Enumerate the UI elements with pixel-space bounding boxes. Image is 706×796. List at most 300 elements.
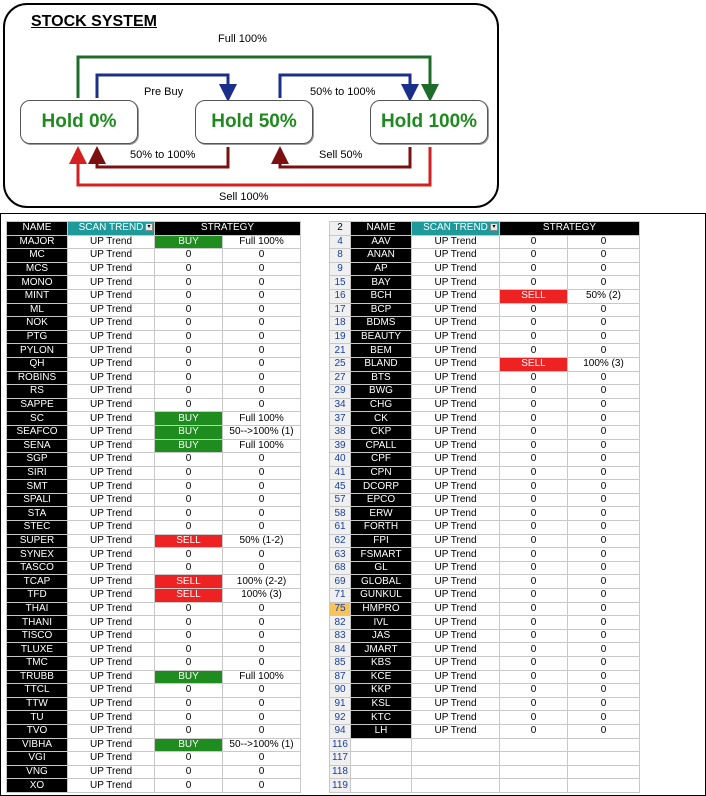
strategy-detail-cell[interactable]: 0 [568,317,640,331]
strategy-detail-cell[interactable]: Full 100% [223,412,301,426]
scan-trend-cell[interactable]: UP Trend [412,575,500,589]
stock-name-cell[interactable]: PYLON [7,344,68,358]
signal-cell[interactable]: 0 [500,235,568,249]
scan-trend-cell[interactable]: UP Trend [412,317,500,331]
scan-trend-cell[interactable]: UP Trend [68,412,155,426]
strategy-detail-cell[interactable]: 0 [223,357,301,371]
row-number[interactable]: 87 [330,670,351,684]
signal-cell[interactable]: SELL [500,357,568,371]
signal-cell[interactable]: BUY [155,412,223,426]
stock-name-cell[interactable]: JAS [351,629,412,643]
empty-cell[interactable] [568,738,640,752]
stock-name-cell[interactable]: JMART [351,643,412,657]
scan-trend-cell[interactable]: UP Trend [412,453,500,467]
strategy-detail-cell[interactable]: 50% (2) [568,289,640,303]
scan-trend-cell[interactable]: UP Trend [68,629,155,643]
strategy-detail-cell[interactable]: 0 [568,602,640,616]
signal-cell[interactable]: 0 [500,439,568,453]
strategy-detail-cell[interactable]: 0 [223,697,301,711]
stock-name-cell[interactable]: VNG [7,765,68,779]
signal-cell[interactable]: 0 [500,548,568,562]
scan-trend-cell[interactable]: UP Trend [412,276,500,290]
stock-name-cell[interactable]: BCH [351,289,412,303]
stock-name-cell[interactable]: AP [351,262,412,276]
stock-name-cell[interactable]: SIRI [7,466,68,480]
strategy-detail-cell[interactable]: 0 [568,548,640,562]
scan-trend-cell[interactable]: UP Trend [412,262,500,276]
row-number[interactable]: 19 [330,330,351,344]
strategy-detail-cell[interactable]: 0 [223,493,301,507]
scan-trend-cell[interactable]: UP Trend [412,493,500,507]
stock-name-cell[interactable]: STA [7,507,68,521]
signal-cell[interactable]: 0 [155,344,223,358]
stock-name-cell[interactable]: BAY [351,276,412,290]
stock-name-cell[interactable]: CPN [351,466,412,480]
scan-trend-cell[interactable]: UP Trend [412,670,500,684]
signal-cell[interactable]: 0 [155,289,223,303]
strategy-detail-cell[interactable]: 100% (2-2) [223,575,301,589]
empty-cell[interactable] [500,765,568,779]
stock-name-cell[interactable]: SMT [7,480,68,494]
row-number[interactable]: 117 [330,752,351,766]
empty-cell[interactable] [351,779,412,793]
row-number[interactable]: 84 [330,643,351,657]
empty-cell[interactable] [412,752,500,766]
strategy-detail-cell[interactable]: 0 [568,616,640,630]
strategy-detail-cell[interactable]: 0 [568,697,640,711]
strategy-detail-cell[interactable]: 0 [568,235,640,249]
stock-name-cell[interactable]: SUPER [7,534,68,548]
scan-trend-cell[interactable]: UP Trend [412,303,500,317]
stock-name-cell[interactable]: CPALL [351,439,412,453]
stock-name-cell[interactable]: FORTH [351,521,412,535]
row-number[interactable]: 82 [330,616,351,630]
signal-cell[interactable]: 0 [155,249,223,263]
signal-cell[interactable]: 0 [155,262,223,276]
header-name[interactable]: NAME [7,222,68,236]
scan-trend-cell[interactable]: UP Trend [68,684,155,698]
strategy-detail-cell[interactable]: 50-->100% (1) [223,738,301,752]
stock-name-cell[interactable]: EPCO [351,493,412,507]
stock-name-cell[interactable]: FPI [351,534,412,548]
scan-trend-cell[interactable]: UP Trend [412,724,500,738]
stock-name-cell[interactable]: DCORP [351,480,412,494]
stock-name-cell[interactable]: BTS [351,371,412,385]
strategy-detail-cell[interactable]: 0 [568,344,640,358]
signal-cell[interactable]: 0 [155,643,223,657]
stock-name-cell[interactable]: SAPPE [7,398,68,412]
signal-cell[interactable]: 0 [500,303,568,317]
signal-cell[interactable]: 0 [500,507,568,521]
signal-cell[interactable]: 0 [500,589,568,603]
scan-trend-cell[interactable]: UP Trend [412,507,500,521]
scan-trend-cell[interactable]: UP Trend [412,643,500,657]
header-name[interactable]: NAME [351,222,412,236]
signal-cell[interactable]: 0 [155,779,223,793]
signal-cell[interactable]: 0 [155,303,223,317]
strategy-detail-cell[interactable]: 0 [223,602,301,616]
stock-name-cell[interactable]: MC [7,249,68,263]
signal-cell[interactable]: 0 [155,371,223,385]
strategy-detail-cell[interactable]: 0 [568,629,640,643]
stock-name-cell[interactable]: BLAND [351,357,412,371]
signal-cell[interactable]: 0 [500,575,568,589]
header-scan-trend[interactable] [412,222,500,236]
scan-trend-cell[interactable]: UP Trend [412,521,500,535]
row-number[interactable]: 18 [330,317,351,331]
scan-trend-cell[interactable]: UP Trend [68,697,155,711]
strategy-detail-cell[interactable]: 0 [568,262,640,276]
strategy-detail-cell[interactable]: 0 [223,262,301,276]
empty-cell[interactable] [351,752,412,766]
empty-cell[interactable] [412,765,500,779]
stock-name-cell[interactable]: CK [351,412,412,426]
stock-name-cell[interactable]: SPALI [7,493,68,507]
scan-trend-cell[interactable]: UP Trend [412,412,500,426]
scan-trend-cell[interactable]: UP Trend [68,330,155,344]
scan-trend-cell[interactable]: UP Trend [68,398,155,412]
row-number[interactable]: 38 [330,425,351,439]
signal-cell[interactable]: 0 [500,330,568,344]
strategy-detail-cell[interactable]: 0 [568,425,640,439]
signal-cell[interactable]: 0 [155,697,223,711]
row-number[interactable]: 40 [330,453,351,467]
scan-trend-cell[interactable]: UP Trend [68,779,155,793]
strategy-detail-cell[interactable]: 0 [223,765,301,779]
strategy-detail-cell[interactable]: 0 [223,344,301,358]
signal-cell[interactable]: 0 [500,262,568,276]
stock-name-cell[interactable]: CKP [351,425,412,439]
scan-trend-cell[interactable]: UP Trend [412,684,500,698]
signal-cell[interactable]: 0 [155,453,223,467]
scan-trend-cell[interactable]: UP Trend [68,276,155,290]
scan-trend-cell[interactable]: UP Trend [68,670,155,684]
scan-trend-cell[interactable]: UP Trend [412,371,500,385]
stock-name-cell[interactable]: MAJOR [7,235,68,249]
stock-name-cell[interactable]: GUNKUL [351,589,412,603]
signal-cell[interactable]: 0 [500,657,568,671]
row-number[interactable]: 45 [330,480,351,494]
stock-name-cell[interactable]: KTC [351,711,412,725]
strategy-detail-cell[interactable]: 0 [223,724,301,738]
stock-name-cell[interactable]: BEAUTY [351,330,412,344]
scan-trend-cell[interactable]: UP Trend [412,589,500,603]
row-number[interactable]: 27 [330,371,351,385]
strategy-detail-cell[interactable]: 0 [568,466,640,480]
strategy-detail-cell[interactable]: 0 [223,752,301,766]
scan-trend-cell[interactable]: UP Trend [412,616,500,630]
stock-name-cell[interactable]: ANAN [351,249,412,263]
row-number[interactable]: 57 [330,493,351,507]
signal-cell[interactable]: 0 [155,480,223,494]
signal-cell[interactable]: 0 [155,385,223,399]
signal-cell[interactable]: 0 [155,276,223,290]
scan-trend-cell[interactable]: UP Trend [68,425,155,439]
scan-trend-cell[interactable]: UP Trend [68,711,155,725]
scan-trend-cell[interactable]: UP Trend [412,398,500,412]
row-number[interactable]: 94 [330,724,351,738]
row-number[interactable]: 37 [330,412,351,426]
row-number[interactable]: 34 [330,398,351,412]
stock-name-cell[interactable]: STEC [7,521,68,535]
signal-cell[interactable]: 0 [500,398,568,412]
stock-name-cell[interactable]: MCS [7,262,68,276]
stock-name-cell[interactable]: ROBINS [7,371,68,385]
signal-cell[interactable]: BUY [155,670,223,684]
stock-name-cell[interactable]: RS [7,385,68,399]
scan-trend-cell[interactable]: UP Trend [68,371,155,385]
row-number[interactable]: 91 [330,697,351,711]
strategy-detail-cell[interactable]: 50-->100% (1) [223,425,301,439]
scan-trend-cell[interactable]: UP Trend [412,425,500,439]
strategy-detail-cell[interactable]: 0 [568,412,640,426]
signal-cell[interactable]: BUY [155,738,223,752]
header-strategy[interactable]: STRATEGY [155,222,301,236]
scan-trend-cell[interactable]: UP Trend [68,575,155,589]
scan-trend-cell[interactable]: UP Trend [68,344,155,358]
stock-name-cell[interactable]: TISCO [7,629,68,643]
stock-name-cell[interactable]: MINT [7,289,68,303]
stock-name-cell[interactable]: FSMART [351,548,412,562]
scan-trend-cell[interactable]: UP Trend [68,738,155,752]
scan-trend-cell[interactable]: UP Trend [412,548,500,562]
stock-name-cell[interactable]: KKP [351,684,412,698]
scan-trend-cell[interactable]: UP Trend [68,657,155,671]
stock-name-cell[interactable]: ML [7,303,68,317]
strategy-detail-cell[interactable]: 0 [568,670,640,684]
strategy-detail-cell[interactable]: 0 [568,371,640,385]
stock-name-cell[interactable]: CPF [351,453,412,467]
row-number[interactable]: 61 [330,521,351,535]
row-number[interactable]: 75 [330,602,351,616]
strategy-detail-cell[interactable]: 0 [568,711,640,725]
strategy-detail-cell[interactable]: 0 [223,521,301,535]
strategy-detail-cell[interactable]: 0 [568,276,640,290]
stock-name-cell[interactable]: AAV [351,235,412,249]
row-number[interactable]: 69 [330,575,351,589]
stock-name-cell[interactable]: XO [7,779,68,793]
row-number[interactable]: 85 [330,657,351,671]
strategy-detail-cell[interactable]: 0 [223,561,301,575]
stock-name-cell[interactable]: QH [7,357,68,371]
scan-trend-cell[interactable]: UP Trend [68,303,155,317]
stock-name-cell[interactable]: SENA [7,439,68,453]
row-number[interactable]: 17 [330,303,351,317]
signal-cell[interactable]: 0 [155,561,223,575]
scan-trend-cell[interactable]: UP Trend [68,289,155,303]
row-number[interactable]: 21 [330,344,351,358]
filter-dropdown-icon[interactable]: ▾ [490,223,498,231]
signal-cell[interactable]: 0 [500,724,568,738]
empty-cell[interactable] [500,779,568,793]
strategy-detail-cell[interactable]: 0 [223,398,301,412]
header-strategy[interactable]: STRATEGY [500,222,640,236]
scan-trend-cell[interactable]: UP Trend [68,724,155,738]
scan-trend-cell[interactable]: UP Trend [68,439,155,453]
strategy-detail-cell[interactable]: 100% (3) [223,589,301,603]
signal-cell[interactable]: 0 [500,521,568,535]
row-number[interactable]: 63 [330,548,351,562]
stock-name-cell[interactable]: TCAP [7,575,68,589]
stock-name-cell[interactable]: THANI [7,616,68,630]
scan-trend-cell[interactable]: UP Trend [68,357,155,371]
strategy-detail-cell[interactable]: 0 [223,371,301,385]
stock-name-cell[interactable]: TVO [7,724,68,738]
strategy-detail-cell[interactable]: 0 [223,303,301,317]
empty-cell[interactable] [500,738,568,752]
signal-cell[interactable]: SELL [155,589,223,603]
row-number[interactable]: 68 [330,561,351,575]
stock-name-cell[interactable]: MONO [7,276,68,290]
scan-trend-cell[interactable]: UP Trend [412,480,500,494]
signal-cell[interactable]: 0 [155,711,223,725]
strategy-detail-cell[interactable]: 0 [568,330,640,344]
stock-name-cell[interactable]: TTCL [7,684,68,698]
signal-cell[interactable]: 0 [155,616,223,630]
strategy-detail-cell[interactable]: 0 [223,711,301,725]
scan-trend-cell[interactable]: UP Trend [412,289,500,303]
signal-cell[interactable]: 0 [155,765,223,779]
scan-trend-cell[interactable]: UP Trend [68,561,155,575]
strategy-detail-cell[interactable]: 0 [568,684,640,698]
stock-name-cell[interactable]: BWG [351,385,412,399]
signal-cell[interactable]: SELL [500,289,568,303]
strategy-detail-cell[interactable]: 0 [223,249,301,263]
stock-name-cell[interactable]: VGI [7,752,68,766]
stock-name-cell[interactable]: IVL [351,616,412,630]
scan-trend-cell[interactable]: UP Trend [68,507,155,521]
signal-cell[interactable]: 0 [500,344,568,358]
signal-cell[interactable]: BUY [155,235,223,249]
row-number[interactable]: 15 [330,276,351,290]
row-number[interactable]: 41 [330,466,351,480]
stock-name-cell[interactable]: TLUXE [7,643,68,657]
strategy-detail-cell[interactable]: 0 [568,561,640,575]
row-number[interactable]: 92 [330,711,351,725]
row-number-header[interactable]: 2 [330,222,351,236]
signal-cell[interactable]: 0 [500,453,568,467]
signal-cell[interactable]: SELL [155,575,223,589]
stock-name-cell[interactable]: ERW [351,507,412,521]
strategy-detail-cell[interactable]: 0 [223,385,301,399]
strategy-detail-cell[interactable]: Full 100% [223,439,301,453]
stock-name-cell[interactable]: VIBHA [7,738,68,752]
signal-cell[interactable]: 0 [155,657,223,671]
row-number[interactable]: 4 [330,235,351,249]
scan-trend-cell[interactable]: UP Trend [412,629,500,643]
scan-trend-cell[interactable]: UP Trend [412,330,500,344]
stock-name-cell[interactable]: BDMS [351,317,412,331]
empty-cell[interactable] [351,765,412,779]
row-number[interactable]: 29 [330,385,351,399]
signal-cell[interactable]: 0 [155,752,223,766]
stock-name-cell[interactable]: TU [7,711,68,725]
filter-dropdown-icon[interactable]: ▾ [145,223,153,231]
row-number[interactable]: 58 [330,507,351,521]
stock-name-cell[interactable]: NOK [7,317,68,331]
scan-trend-cell[interactable]: UP Trend [68,589,155,603]
empty-cell[interactable] [412,738,500,752]
stock-name-cell[interactable]: GL [351,561,412,575]
signal-cell[interactable]: 0 [500,534,568,548]
scan-trend-cell[interactable]: UP Trend [412,249,500,263]
signal-cell[interactable]: 0 [500,425,568,439]
row-number[interactable]: 16 [330,289,351,303]
scan-trend-cell[interactable]: UP Trend [412,697,500,711]
scan-trend-cell[interactable]: UP Trend [68,521,155,535]
row-number[interactable]: 62 [330,534,351,548]
signal-cell[interactable]: 0 [500,276,568,290]
stock-name-cell[interactable]: BCP [351,303,412,317]
empty-cell[interactable] [412,779,500,793]
empty-cell[interactable] [500,752,568,766]
strategy-detail-cell[interactable]: 0 [223,330,301,344]
row-number[interactable]: 25 [330,357,351,371]
strategy-detail-cell[interactable]: 0 [568,643,640,657]
stock-name-cell[interactable]: TTW [7,697,68,711]
strategy-detail-cell[interactable]: 0 [223,657,301,671]
empty-cell[interactable] [568,765,640,779]
scan-trend-cell[interactable]: UP Trend [68,235,155,249]
strategy-detail-cell[interactable]: 0 [568,493,640,507]
strategy-detail-cell[interactable]: 0 [568,480,640,494]
signal-cell[interactable]: 0 [500,602,568,616]
strategy-detail-cell[interactable]: 0 [223,480,301,494]
strategy-detail-cell[interactable]: 0 [568,249,640,263]
strategy-detail-cell[interactable]: Full 100% [223,235,301,249]
stock-name-cell[interactable]: SEAFCO [7,425,68,439]
stock-name-cell[interactable]: TASCO [7,561,68,575]
strategy-detail-cell[interactable]: 100% (3) [568,357,640,371]
strategy-detail-cell[interactable]: 0 [568,303,640,317]
signal-cell[interactable]: 0 [500,643,568,657]
strategy-detail-cell[interactable]: 0 [223,289,301,303]
scan-trend-cell[interactable]: UP Trend [412,357,500,371]
strategy-detail-cell[interactable]: 0 [568,453,640,467]
signal-cell[interactable]: BUY [155,439,223,453]
stock-name-cell[interactable]: BEM [351,344,412,358]
signal-cell[interactable]: 0 [500,249,568,263]
strategy-detail-cell[interactable]: 0 [223,548,301,562]
stock-name-cell[interactable]: CHG [351,398,412,412]
scan-trend-cell[interactable]: UP Trend [68,602,155,616]
signal-cell[interactable]: 0 [155,548,223,562]
strategy-detail-cell[interactable]: 0 [568,521,640,535]
strategy-detail-cell[interactable]: 0 [223,643,301,657]
row-number[interactable]: 39 [330,439,351,453]
strategy-detail-cell[interactable]: 0 [223,453,301,467]
scan-trend-cell[interactable]: UP Trend [412,235,500,249]
scan-trend-cell[interactable]: UP Trend [412,439,500,453]
strategy-detail-cell[interactable]: 0 [568,507,640,521]
scan-trend-cell[interactable]: UP Trend [68,643,155,657]
stock-name-cell[interactable]: KSL [351,697,412,711]
strategy-detail-cell[interactable]: 0 [568,724,640,738]
strategy-detail-cell[interactable]: Full 100% [223,670,301,684]
scan-trend-cell[interactable]: UP Trend [412,711,500,725]
row-number[interactable]: 8 [330,249,351,263]
scan-trend-cell[interactable]: UP Trend [68,480,155,494]
header-scan-trend[interactable] [68,222,155,236]
stock-name-cell[interactable]: SYNEX [7,548,68,562]
signal-cell[interactable]: SELL [155,534,223,548]
stock-name-cell[interactable]: TRUBB [7,670,68,684]
strategy-detail-cell[interactable]: 0 [568,439,640,453]
strategy-detail-cell[interactable]: 0 [223,317,301,331]
row-number[interactable]: 83 [330,629,351,643]
row-number[interactable]: 90 [330,684,351,698]
signal-cell[interactable]: 0 [500,616,568,630]
